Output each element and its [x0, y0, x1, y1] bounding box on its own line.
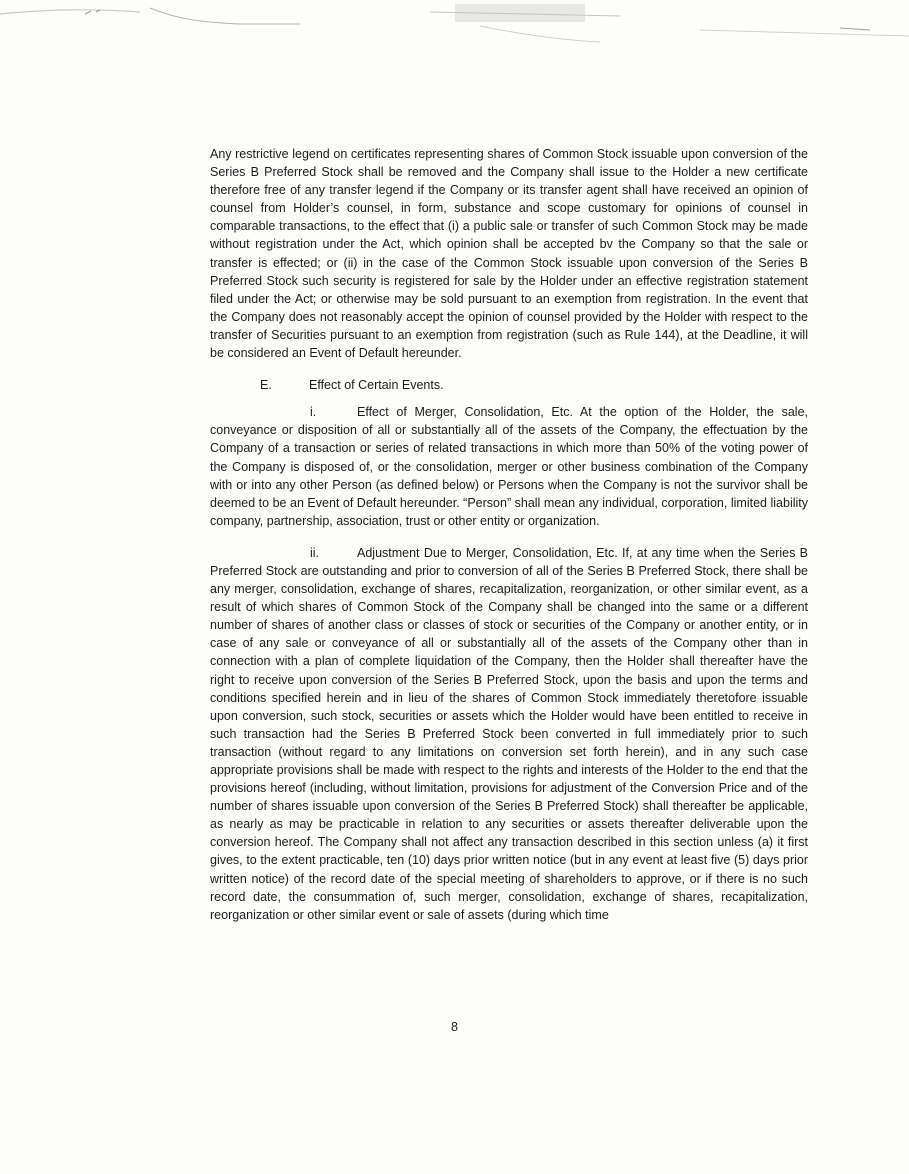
subsection-number-i: i.	[310, 405, 317, 420]
section-e-title: Effect of Certain Events.	[309, 378, 444, 393]
paragraph-merger-adjustment-text: Adjustment Due to Merger, Consolidation, Etc. If, at any time when the Series B Preferred Stock are outstanding and prior to conversion of all of the Series B Preferred Stock, there shall be any merger, consolidation, exchange of shares, recapitalization, reorganization, or other similar event, as a result of which shares of Common Stock of the Company shall be changed into the same or a different number of shares of another class or classes of stock or securities of the Company or another entity, or in case of any sale or conveyance of all or substantially all of the assets of the Company other than in connection with a plan of complete liquidation of the Company, then the Holder shall thereafter have the right to receive upon conversion of the Series B Preferred Stock, upon the basis and upon the terms and conditions specified herein and in lieu of the shares of Common Stock immediately theretofore issuable upon conversion, such stock, securities or assets which the Holder would have been entitled to receive in such transaction had the Series B Preferred Stock been converted in full immediately prior to such transaction (without regard to any limitations on conversion set forth herein), and in any such case appropriate provisions shall be made with respect to the rights and interests of the Holder to the end that the provisions hereof (including, without limitation, provisions for adjustment of the Conversion Price and of the number of shares issuable upon conversion of the Series B Preferred Stock) shall thereafter be applicable, as nearly as may be practicable in relation to any securities or assets thereafter deliverable upon the conversion hereof. The Company shall not affect any transaction described in this section unless (a) it first gives, to the extent practicable, ten (10) days prior written notice (but in any event at least five (5) days prior written notice) of the record date of the special meeting of shareholders to approve, or if there is no such record date, the consummation of, such merger, consolidation, exchange of shares, recapitalization, reorganization or other similar event or sale of assets (during which time	[210, 545, 808, 922]
document-body	[210, 145, 808, 924]
page-number: 8	[451, 1020, 458, 1034]
section-e-letter: E.	[260, 378, 272, 393]
section-e-heading	[210, 376, 808, 394]
paragraph-merger-adjustment	[210, 544, 808, 924]
paragraph-restrictive-legend: Any restrictive legend on certificates representing shares of Common Stock issuable upon conversion of the Series B Preferred Stock shall be removed and the Company shall issue to the Holder a new certificate therefore free of any transfer legend if the Company or its transfer agent shall have received an opinion of counsel from Holder’s counsel, in form, substance and scope customary for opinions of counsel in comparable transactions, to the effect that (i) a public sale or transfer of such Common Stock may be made without registration under the Act, which opinion shall be accepted bv the Company so that the sale or transfer is effected; or (ii) in the case of the Common Stock issuable upon conversion of the Series B Preferred Stock such security is registered for sale by the Holder under an effective registration statement filed under the Act; or otherwise may be sold pursuant to an exemption from registration. In the event that the Company does not reasonably accept the opinion of counsel provided by the Holder with respect to the transfer of Securities pursuant to an exemption from registration (such as Rule 144), at the Deadline, it will be considered an Event of Default hereunder.	[210, 147, 808, 361]
paragraph-merger-effect-text: Effect of Merger, Consolidation, Etc. At the option of the Holder, the sale, conveyance or disposition of all or substantially all of the assets of the Company, the effectuation by the Company of a transaction or series of related transactions in which more than 50% of the voting power of the Company is disposed of, or the consolidation, merger or other business combination of the Company with or into any other Person (as defined below) or Persons when the Company is not the survivor shall be deemed to be an Event of Default hereunder. “Person” shall mean any individual, corporation, limited liability company, partnership, association, trust or other entity or organization.	[210, 405, 808, 528]
subsection-number-ii: ii.	[310, 545, 320, 560]
scan-artifacts	[0, 0, 909, 60]
paragraph-merger-effect	[210, 403, 808, 530]
